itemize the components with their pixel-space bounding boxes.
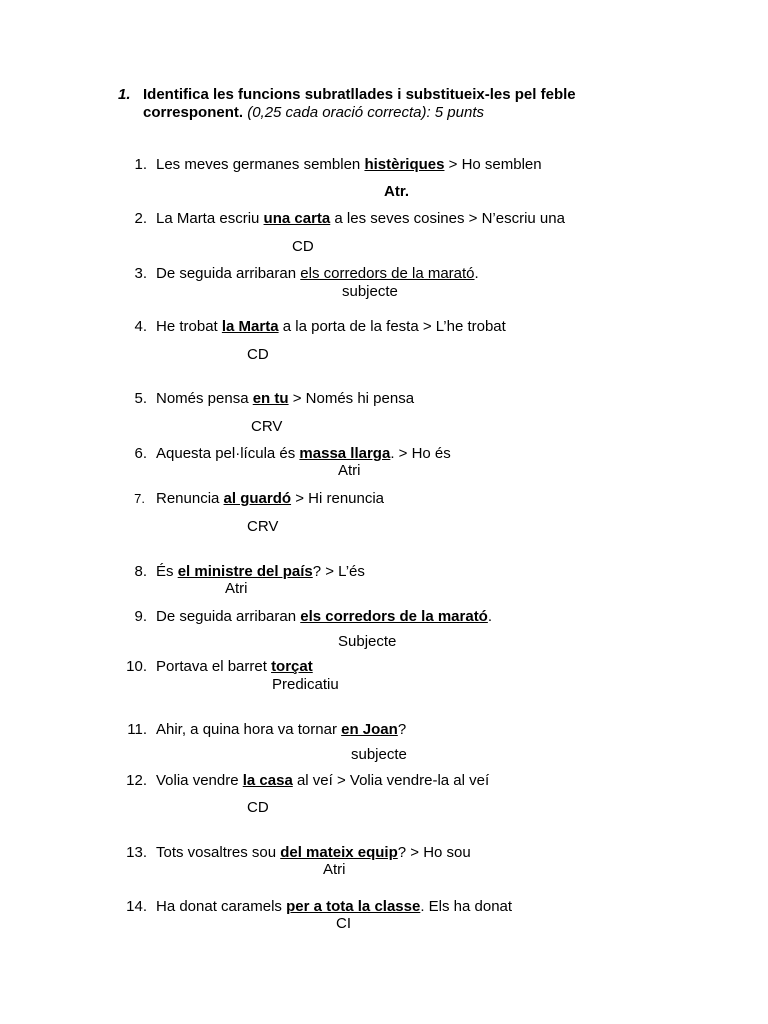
- underlined-function: al guardó: [223, 490, 292, 507]
- item-answer: Subjecte: [338, 633, 397, 650]
- sentence-text: Portava el barret: [156, 658, 272, 675]
- sentence-text: Tots vosaltres sou: [156, 844, 281, 861]
- item-answer: subjecte: [342, 283, 398, 300]
- item-answer: CRV: [251, 418, 283, 435]
- item-sentence: [156, 318, 506, 336]
- substitution-text: > Ho semblen: [444, 156, 542, 173]
- question-title-bold: corresponent.: [143, 104, 244, 121]
- item-number: 4.: [134, 318, 147, 335]
- item-sentence: [156, 265, 479, 283]
- item-answer: CD: [292, 238, 314, 255]
- item-sentence: [156, 658, 313, 676]
- underlined-function: en tu: [252, 390, 289, 407]
- item-number: 1.: [134, 156, 147, 173]
- item-sentence: [156, 156, 542, 174]
- item-answer: Atri: [225, 580, 248, 597]
- item-sentence: [156, 445, 451, 463]
- item-number: 9.: [134, 608, 147, 625]
- item-number: 6.: [134, 445, 147, 462]
- sentence-text: Només pensa: [156, 390, 253, 407]
- item-answer: Atri: [338, 462, 361, 479]
- item-number: 10.: [126, 658, 147, 675]
- underlined-function: els corredors de la marató: [300, 265, 475, 282]
- sentence-text: Ha donat caramels: [156, 898, 287, 915]
- item-sentence: [156, 210, 565, 228]
- substitution-text: .: [487, 608, 493, 625]
- underlined-function: massa llarga: [299, 445, 391, 462]
- sentence-text: Les meves germanes semblen: [156, 156, 365, 173]
- substitution-text: .: [474, 265, 479, 282]
- item-answer: CD: [247, 799, 269, 816]
- sentence-text: Aquesta pel·lícula és: [156, 445, 300, 462]
- item-number: 3.: [134, 265, 147, 282]
- item-sentence: [156, 772, 489, 790]
- question-title-line1: Identifica les funcions subratllades i substitueix-les pel feble: [143, 86, 576, 103]
- underlined-function: els corredors de la marató: [300, 608, 488, 625]
- item-answer: CRV: [247, 518, 279, 535]
- substitution-text: al veí > Volia vendre-la al veí: [292, 772, 490, 789]
- item-answer: Predicatiu: [272, 676, 339, 693]
- item-answer: CD: [247, 346, 269, 363]
- sentence-text: De seguida arribaran: [156, 608, 301, 625]
- item-sentence: [156, 721, 406, 739]
- item-answer: CI: [336, 915, 351, 932]
- sentence-text: He trobat: [156, 318, 222, 335]
- substitution-text: ? > Ho sou: [397, 844, 471, 861]
- underlined-function: en Joan: [341, 721, 398, 738]
- question-number: 1.: [118, 86, 131, 103]
- substitution-text: . Els ha donat: [420, 898, 513, 915]
- sentence-text: La Marta escriu: [156, 210, 264, 227]
- underlined-function: del mateix equip: [280, 844, 398, 861]
- sentence-text: Renuncia: [156, 490, 224, 507]
- item-number: 7.: [134, 491, 145, 506]
- underlined-function: per a tota la classe: [286, 898, 421, 915]
- item-number: 12.: [126, 772, 147, 789]
- item-number: 5.: [134, 390, 147, 407]
- underlined-function: la casa: [242, 772, 293, 789]
- item-number: 2.: [134, 210, 147, 227]
- item-sentence: [156, 490, 384, 508]
- underlined-function: torçat: [271, 658, 313, 675]
- item-sentence: [156, 608, 492, 626]
- underlined-function: una carta: [263, 210, 331, 227]
- sentence-text: De seguida arribaran: [156, 265, 301, 282]
- item-number: 13.: [126, 844, 147, 861]
- item-sentence: [156, 563, 365, 581]
- item-answer: Atr.: [384, 183, 410, 200]
- substitution-text: a les seves cosines > N’escriu una: [330, 210, 565, 227]
- sentence-text: Ahir, a quina hora va tornar: [156, 721, 342, 738]
- item-sentence: [156, 844, 471, 862]
- substitution-text: ? > L’és: [312, 563, 365, 580]
- sentence-text: És: [156, 563, 178, 580]
- item-sentence: [156, 898, 512, 916]
- underlined-function: la Marta: [221, 318, 279, 335]
- substitution-text: a la porta de la festa > L’he trobat: [278, 318, 506, 335]
- substitution-text: ?: [397, 721, 407, 738]
- underlined-function: histèriques: [364, 156, 445, 173]
- substitution-text: > Només hi pensa: [288, 390, 415, 407]
- item-number: 11.: [127, 721, 147, 738]
- question-title-line2: [143, 104, 484, 122]
- underlined-function: el ministre del país: [177, 563, 313, 580]
- item-number: 14.: [126, 898, 147, 915]
- item-answer: subjecte: [351, 746, 407, 763]
- item-number: 8.: [134, 563, 147, 580]
- sentence-text: Volia vendre: [156, 772, 243, 789]
- item-answer: Atri: [323, 861, 346, 878]
- substitution-text: . > Ho és: [390, 445, 451, 462]
- substitution-text: > Hi renuncia: [291, 490, 385, 507]
- item-sentence: [156, 390, 414, 408]
- question-scoring-note: (0,25 cada oració correcta): 5 punts: [247, 104, 484, 121]
